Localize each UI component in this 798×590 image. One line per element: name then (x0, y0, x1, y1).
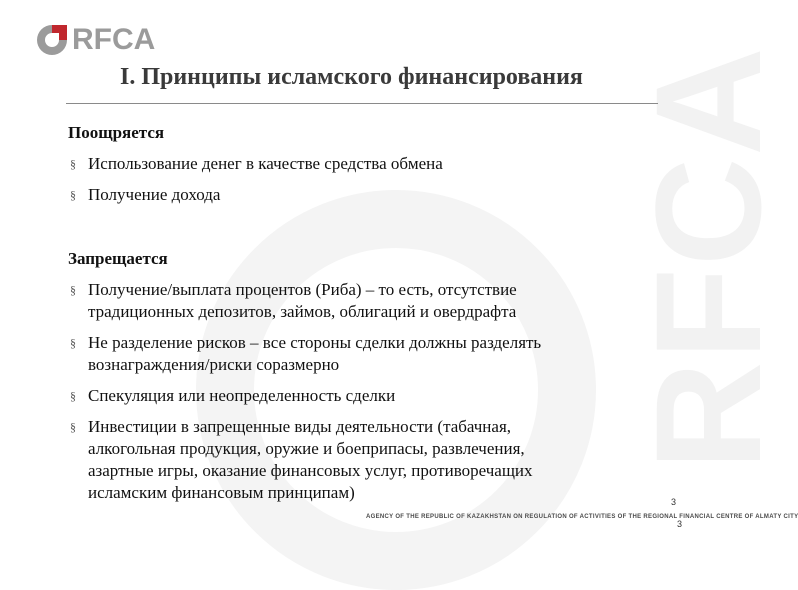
bullet-icon: § (70, 336, 76, 350)
logo-text: RFCA (72, 23, 156, 56)
page-title: I. Принципы исламского финансирования (120, 64, 583, 90)
watermark-text: RFCA (624, 45, 792, 470)
list-item: § Инвестиции в запрещенные виды деятельности (табачная, алкогольная продукция, оружие и боеприпасы, развлечения, азартные игры, оказание финансовых услуг, противоречащих исламским финансовым принципам) (70, 417, 533, 502)
encouraged-heading: Поощряется (68, 123, 165, 142)
bullet-icon: § (70, 420, 76, 434)
list-item: § Не разделение рисков – все стороны сделки должны разделять вознаграждения/риски соразмерно (70, 333, 542, 374)
title-divider (66, 103, 658, 104)
footer-agency-text: AGENCY OF THE REPUBLIC OF KAZAKHSTAN ON REGULATION OF ACTIVITIES OF THE REGIONAL FINANCIAL CENTRE OF ALMATY CITY (366, 514, 798, 520)
bullet-icon: § (70, 188, 76, 202)
list-item: § Получение/выплата процентов (Риба) – то есть, отсутствие традиционных депозитов, займов, облигаций и овердрафта (70, 280, 517, 321)
prohibited-section (68, 249, 668, 504)
bullet-icon: § (70, 283, 76, 297)
list-item: § Использование денег в качестве средства обмена (70, 154, 443, 173)
logo-mark-icon (34, 22, 70, 58)
list-item: § Спекуляция или неопределенность сделки (70, 386, 396, 405)
list-item: § Получение дохода (70, 185, 221, 204)
encouraged-section (68, 123, 668, 206)
page-number-secondary: 3 (677, 519, 683, 529)
rfca-logo (34, 21, 155, 59)
prohibited-heading: Запрещается (68, 249, 168, 268)
bullet-icon: § (70, 157, 76, 171)
page-number: 3 (671, 497, 677, 507)
bullet-icon: § (70, 389, 76, 403)
